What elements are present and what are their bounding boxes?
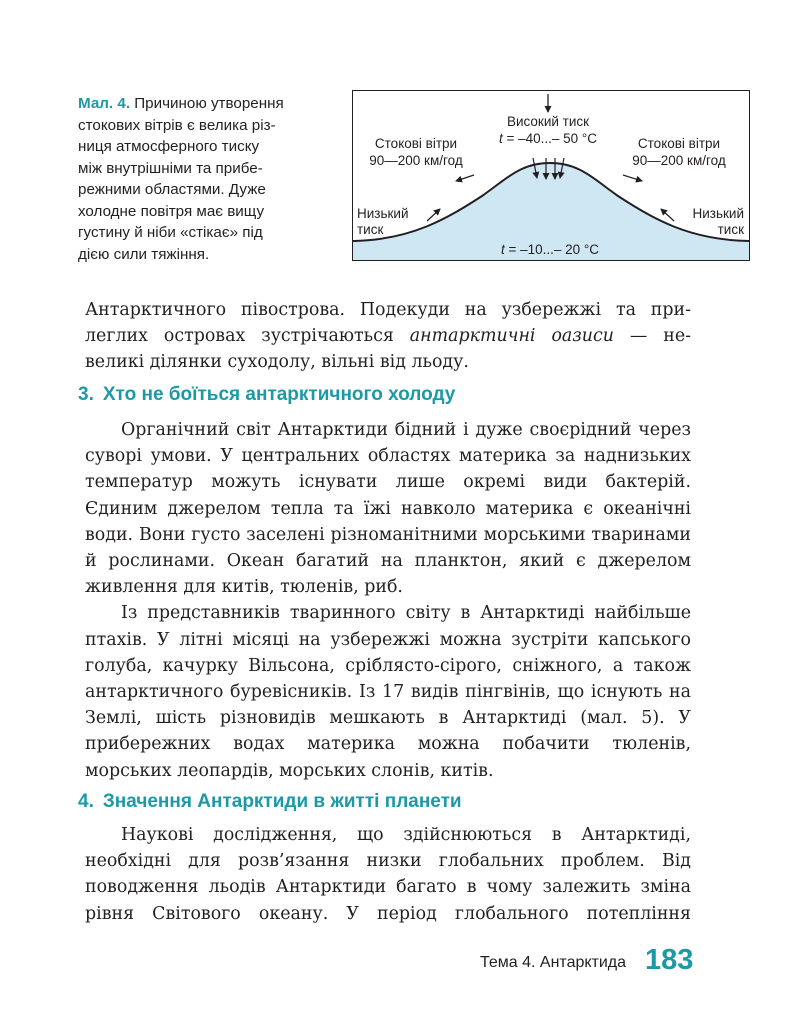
wind-speed-right: 90—200 км/год: [632, 153, 726, 168]
section-4-body: [85, 822, 691, 927]
caption-line: між внутрішніми та прибе-: [78, 159, 263, 177]
text-fragment: — не-: [613, 326, 691, 347]
section-3-heading: [78, 384, 455, 406]
caption-line: дією сили тяжіння.: [78, 245, 210, 263]
page-number: 183: [645, 944, 694, 976]
footer-topic: Тема 4. Антарктида: [480, 954, 627, 971]
low-pressure-right-1: Низький: [692, 206, 744, 221]
section-number: 4.: [78, 791, 94, 812]
wind-label-left: Стокові вітри: [374, 136, 458, 151]
paragraph: Органічний світ Антарктиди бідний і дуже своєрідний через суворі умови. У центральних областях материка за наднизьких температур можуть існувати лише окремі види бактерій. Єдиним джерелом тепла та їжі навколо материка є океанічні води. Вони густо заселені різноманітними морськими тваринами й рослинами. Океан багатий на планктон, який є джерелом живлення для китів, тюленів, риб.: [85, 420, 691, 598]
caption-line: ниця атмосферного тиску: [78, 138, 260, 155]
section-3-body: [85, 417, 691, 784]
katabatic-wind-diagram: [352, 90, 750, 261]
paragraph: Із представників тваринного світу в Антарктиді найбільше птахів. У літні місяці на узбережжі можна зустріти капського голуба, качурку Вільсона, сріблясто-сірого, сніжного, а також антарктичного буревісників. Із 17 видів пінгвінів, що існують на Землі, шість різновидів мешкають в Антарктиді (мал. 5). У прибережних водах материка можна побачити тюленів, морських леопардів, морських слонів, китів.: [85, 603, 691, 781]
term-oases: антарктичні оазиси: [409, 326, 614, 347]
paragraph: Наукові дослідження, що здійснюються в Антарктиді, необхідні для розв’язання низки глобальних проблем. Від поводження льодів Антарктиди багато в чому залежить зміна рівня Світового океану. У період глобального потепління: [85, 825, 691, 924]
high-pressure-label: Високий тиск: [506, 114, 590, 129]
text-line: великі ділянки суходолу, вільні від льоду.: [85, 352, 469, 373]
figure-caption: [78, 93, 328, 265]
wind-label-right: Стокові вітри: [637, 136, 721, 151]
section-number: 3.: [78, 384, 94, 405]
caption-line: густину й ніби «стікає» під: [78, 224, 263, 241]
surface-temp: t = –10...– 20 °C: [500, 242, 600, 257]
low-pressure-left-2: тиск: [357, 222, 384, 237]
text-fragment: леглих островах зустрічаються: [85, 326, 410, 347]
low-pressure-left-1: Низький: [357, 206, 409, 221]
section-title: Хто не боїться антарктичного холоду: [102, 384, 456, 405]
wind-speed-left: 90—200 км/год: [369, 153, 463, 168]
intro-paragraph: [85, 297, 691, 376]
low-pressure-right-2: тиск: [717, 222, 744, 237]
section-title: Значення Антарктиди в житті планети: [102, 791, 462, 812]
caption-line: режними областями. Дуже: [78, 181, 266, 198]
caption-line: холодне повітря має вищу: [78, 202, 265, 220]
caption-label: Мал. 4.: [78, 95, 131, 112]
caption-line: стокових вітрів є велика різ-: [78, 116, 276, 134]
caption-line: Причиною утворення: [130, 95, 284, 112]
section-4-heading: [78, 791, 462, 813]
text-line: Антарктичного півострова. Подекуди на узбережжі та при-: [85, 300, 691, 320]
high-pressure-temp: t = –40...– 50 °C: [498, 131, 598, 146]
